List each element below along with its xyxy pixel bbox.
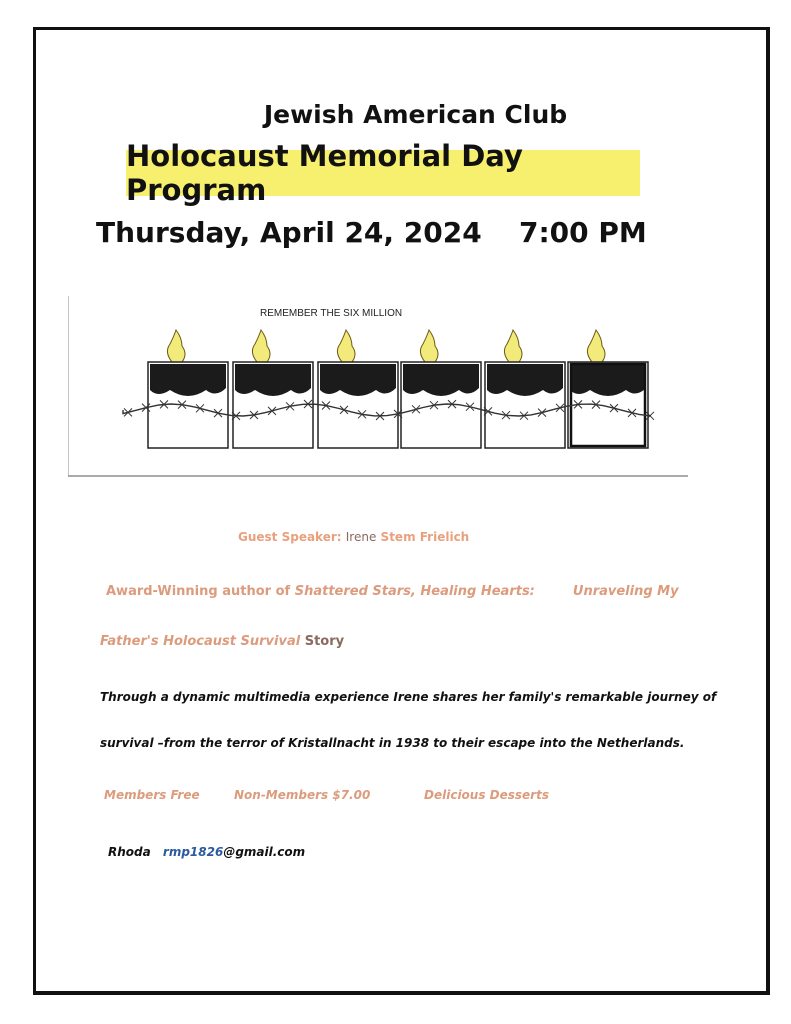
members-price: Members Free [104,788,200,802]
desserts-note: Delicious Desserts [424,788,549,802]
guest-speaker [238,530,469,544]
club-name: Jewish American Club [263,100,568,129]
book-title-end: Story [304,634,345,649]
award-prefix: Award-Winning author [106,584,272,599]
award-of: of [275,584,291,599]
candle-flame [587,330,605,362]
book-title-part3: Father's Holocaust Survival [100,634,301,649]
event-time: 7:00 PM [519,216,647,249]
speaker-label: Guest Speaker: [238,530,342,544]
award-line-1 [106,584,679,599]
candle-flame [504,330,522,362]
candle-flame [252,330,270,362]
candle-flame [337,330,355,362]
email-user: rmp1826 [162,845,224,859]
candle-shade [150,364,226,396]
candle-flame [167,330,185,362]
candle-shade [235,364,311,396]
illustration-caption: REMEMBER THE SIX MILLION [260,308,403,319]
candle-flame [420,330,438,362]
candle-shade [320,364,396,396]
book-title-part2: Unraveling My [572,584,679,599]
contact-email[interactable] [163,845,305,859]
non-members-price: Non-Members $7.00 [234,788,371,802]
candle-shade [487,364,563,396]
award-line-2 [100,634,344,649]
candle-shade [570,364,646,396]
contact-name: Rhoda [108,845,151,859]
speaker-first-name: Irene [345,530,377,544]
email-domain: @gmail.com [223,845,306,859]
memorial-candles-illustration [68,286,688,480]
book-title-part1: Shattered Stars, Healing Hearts: [294,584,535,599]
description-line-2: survival –from the terror of Kristallnacht in 1938 to their escape into the Netherlands. [100,736,685,750]
candle-shade [403,364,479,396]
event-date: Thursday, April 24, 2024 [96,216,482,249]
program-title: Holocaust Memorial Day Program [126,150,640,196]
description-line-1: Through a dynamic multimedia experience Irene shares her family's remarkable journey of [100,690,717,704]
speaker-last-name: Stem Frielich [380,530,470,544]
contact-info [108,845,305,859]
